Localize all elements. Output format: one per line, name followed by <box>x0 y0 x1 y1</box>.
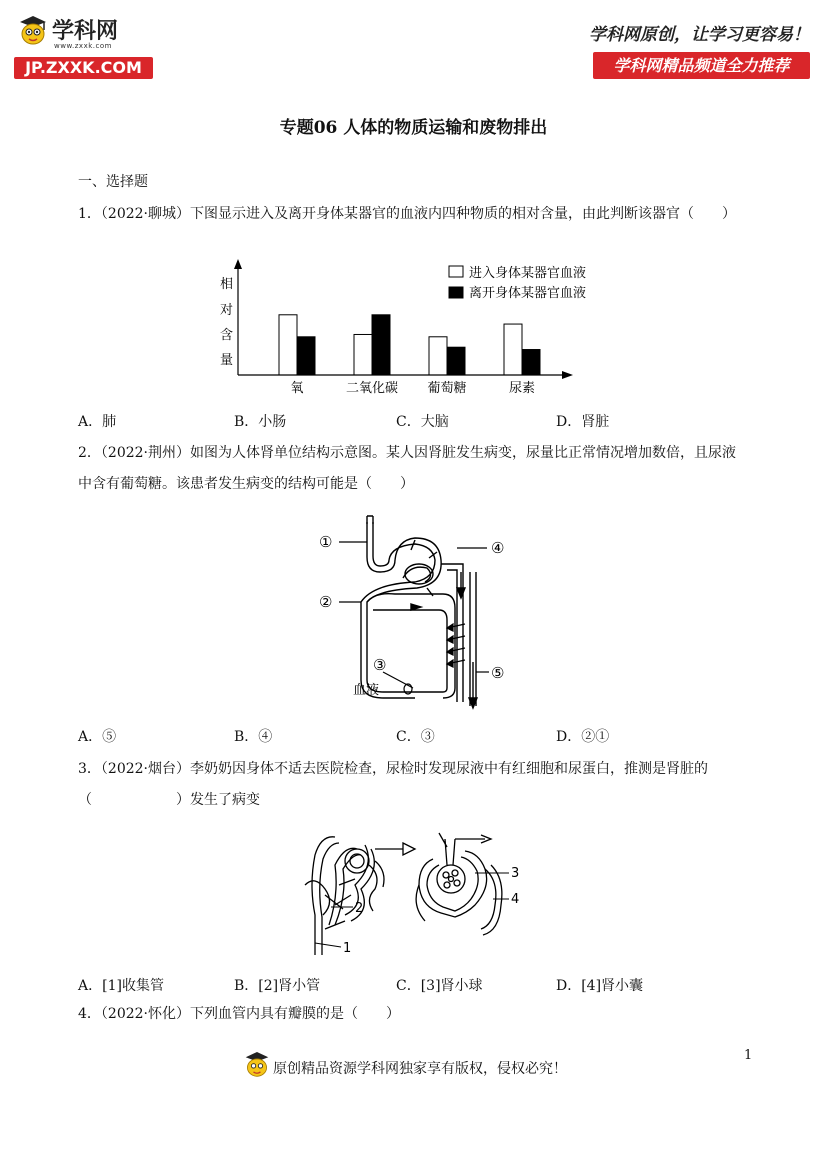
question-1: 1．（2022·聊城）下图显示进入及离开身体某器官的血液内四种物质的相对含量，由此判断该器官（ ） <box>78 206 736 222</box>
mascot-icon <box>18 14 48 48</box>
question-3-line-1: 3．（2022·烟台）李奶奶因身体不适去医院检查，尿检时发现尿液中有红细胞和尿蛋白，推测是肾脏的 <box>78 761 708 777</box>
label-blood: 血液 <box>353 683 380 698</box>
copyright-notice: 原创精品资源学科网独家享有版权，侵权必究！ <box>273 1061 567 1077</box>
bar-in <box>279 315 297 375</box>
bar-in <box>504 324 522 375</box>
bar-out <box>522 350 540 375</box>
bar-out <box>372 315 390 375</box>
q1-option-b[interactable]: B．小肠 <box>234 414 287 430</box>
label-5: ⑤ <box>491 664 505 682</box>
bar-in <box>429 337 447 375</box>
legend-label-out: 离开身体某器官血液 <box>469 286 587 301</box>
y-label-char: 相 <box>220 277 234 292</box>
bar-chart <box>210 255 590 400</box>
label-1: 1 <box>343 941 352 956</box>
q2-option-d[interactable]: D．②① <box>556 729 610 745</box>
q1-option-d[interactable]: D．肾脏 <box>556 414 610 430</box>
legend-label-in: 进入身体某器官血液 <box>469 266 587 281</box>
legend-swatch-in <box>449 266 463 277</box>
q3-option-c[interactable]: C．[3]肾小球 <box>396 978 483 994</box>
label-2: 2 <box>355 901 364 916</box>
question-2-line-1: 2．（2022·荆州）如图为人体肾单位结构示意图。某人因肾脏发生病变，尿量比正常情况增加数倍，且尿液 <box>78 445 736 461</box>
x-tick-label: 氧 <box>290 381 304 396</box>
q2-option-a[interactable]: A．⑤ <box>78 729 117 745</box>
bar-out <box>447 347 465 375</box>
q3-option-d[interactable]: D．[4]肾小囊 <box>556 978 644 994</box>
q2-option-c[interactable]: C．③ <box>396 729 435 745</box>
legend-swatch-out <box>449 287 463 298</box>
question-3-line-2: （ ）发生了病变 <box>78 792 260 808</box>
channel-badge[interactable]: 学科网精品频道全力推荐 <box>593 52 810 79</box>
label-3: 3 <box>511 866 520 881</box>
kidney-diagram <box>295 825 530 965</box>
header-slogan: 学科网原创，让学习更容易！ <box>589 25 810 45</box>
x-tick-label: 尿素 <box>508 381 536 396</box>
question-2-line-2: 中含有葡萄糖。该患者发生病变的结构可能是（ ） <box>78 476 414 492</box>
y-label-char: 对 <box>220 303 234 318</box>
logo-url: www.zxxk.com <box>54 42 112 50</box>
q2-option-b[interactable]: B．④ <box>234 729 273 745</box>
bar-in <box>354 334 372 375</box>
x-tick-label: 葡萄糖 <box>427 381 467 396</box>
logo-name: 学科网 <box>52 19 119 44</box>
nephron-diagram <box>315 512 525 712</box>
label-4: ④ <box>491 539 505 557</box>
q3-option-b[interactable]: B．[2]肾小管 <box>234 978 321 994</box>
section-heading: 一、选择题 <box>78 174 148 190</box>
mascot-icon <box>244 1050 270 1080</box>
q1-option-a[interactable]: A．肺 <box>78 414 117 430</box>
y-label-char: 量 <box>220 353 234 368</box>
question-4: 4．（2022·怀化）下列血管内具有瓣膜的是（ ） <box>78 1006 400 1022</box>
q1-option-c[interactable]: C．大脑 <box>396 414 449 430</box>
label-1: ① <box>319 533 333 551</box>
y-label-char: 含 <box>220 328 234 343</box>
page-number: 1 <box>744 1048 753 1063</box>
site-logo[interactable] <box>18 12 128 54</box>
label-2: ② <box>319 593 333 611</box>
footer <box>244 1050 604 1080</box>
x-tick-label: 二氧化碳 <box>345 381 399 396</box>
doc-title: 专题06 人体的物质运输和废物排出 <box>279 118 548 138</box>
bar-out <box>297 337 315 375</box>
label-3: ③ <box>373 656 387 674</box>
y-axis-arrow-icon <box>234 259 242 269</box>
x-axis-arrow-icon <box>562 371 573 379</box>
site-badge[interactable]: JP.ZXXK.COM <box>14 57 153 79</box>
label-4: 4 <box>511 892 520 907</box>
q3-option-a[interactable]: A．[1]收集管 <box>78 978 164 994</box>
